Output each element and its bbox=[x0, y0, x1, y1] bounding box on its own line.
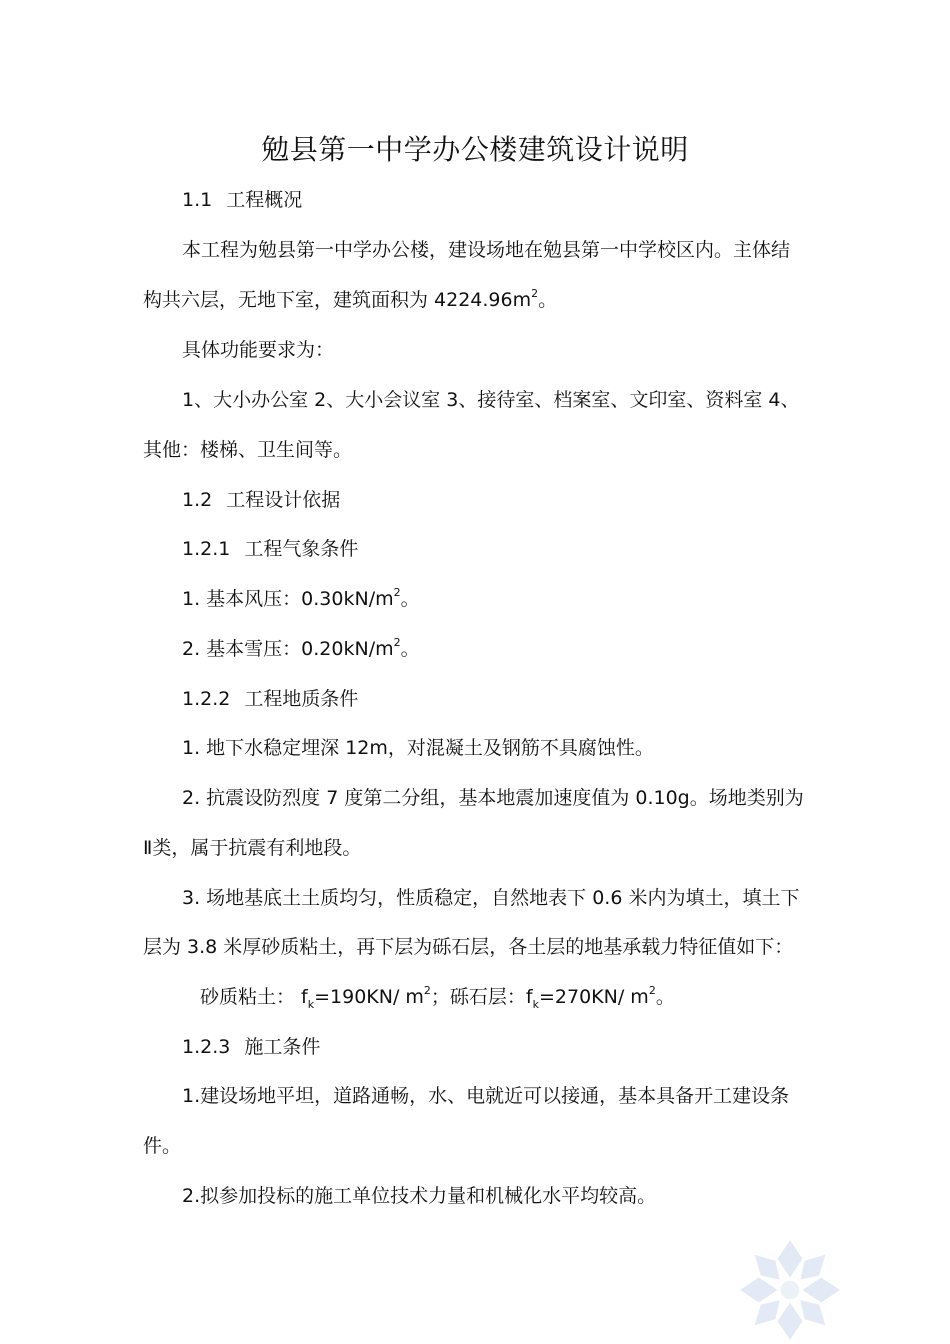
paragraph-intro-line-1: 本工程为勉县第一中学办公楼，建设场地在勉县第一中学校区内。主体结 bbox=[182, 239, 791, 261]
paragraph-wind-pressure: 1. 基本风压：$0.30kN/m^2$。 bbox=[182, 585, 420, 610]
paragraph-snow-pressure: 2. 基本雪压：$0.20kN/m^2$。 bbox=[182, 635, 420, 660]
section-heading-1-2-3: 1.2.3 施工条件 bbox=[182, 1036, 321, 1058]
section-heading-1-2-2: 1.2.2 工程地质条件 bbox=[182, 688, 359, 710]
paragraph-function-intro: 具体功能要求为： bbox=[182, 339, 335, 361]
paragraph-seismic-line-2: Ⅱ类，属于抗震有利地段。 bbox=[143, 837, 362, 859]
document-title: 勉县第一中学办公楼建筑设计说明 bbox=[261, 133, 689, 166]
paragraph-intro-line-2: 构共六层，无地下室，建筑面积为 $4224.96m^2$。 bbox=[143, 286, 558, 311]
paragraph-site-condition-line-2: 件。 bbox=[143, 1135, 182, 1157]
paragraph-contractor-condition: 2.拟参加投标的施工单位技术力量和机械化水平均较高。 bbox=[182, 1185, 657, 1207]
section-heading-1-2-1: 1.2.1 工程气象条件 bbox=[182, 538, 359, 560]
paragraph-seismic-line-1: 2. 抗震设防烈度 7 度第二分组，基本地震加速度值为 0.10g。场地类别为 bbox=[182, 787, 804, 809]
paragraph-groundwater: 1. 地下水稳定埋深 12m，对混凝土及钢筋不具腐蚀性。 bbox=[182, 737, 654, 759]
paragraph-bearing-capacity: 砂质粘土： $f_k=190KN/$ $m^2$；砾石层：$f_k=270KN/$ $m^2$。 bbox=[200, 983, 675, 1011]
paragraph-site-condition-line-1: 1.建设场地平坦，道路通畅，水、电就近可以接通，基本具备开工建设条 bbox=[182, 1085, 790, 1107]
snowflake-logo-icon bbox=[738, 1238, 842, 1342]
paragraph-soil-line-2: 层为 3.8 米厚砂质粘土，再下层为砾石层，各土层的地基承载力特征值如下： bbox=[143, 936, 794, 958]
paragraph-function-list-line-1: 1、大小办公室 2、大小会议室 3、接待室、档案室、文印室、资料室 4、 bbox=[182, 389, 800, 411]
paragraph-soil-line-1: 3. 场地基底土土质均匀，性质稳定，自然地表下 0.6 米内为填土，填土下 bbox=[182, 887, 800, 909]
section-heading-1-1: 1.1 工程概况 bbox=[182, 189, 303, 211]
paragraph-function-list-line-2: 其他：楼梯、卫生间等。 bbox=[143, 439, 353, 461]
section-heading-1-2: 1.2 工程设计依据 bbox=[182, 489, 341, 511]
